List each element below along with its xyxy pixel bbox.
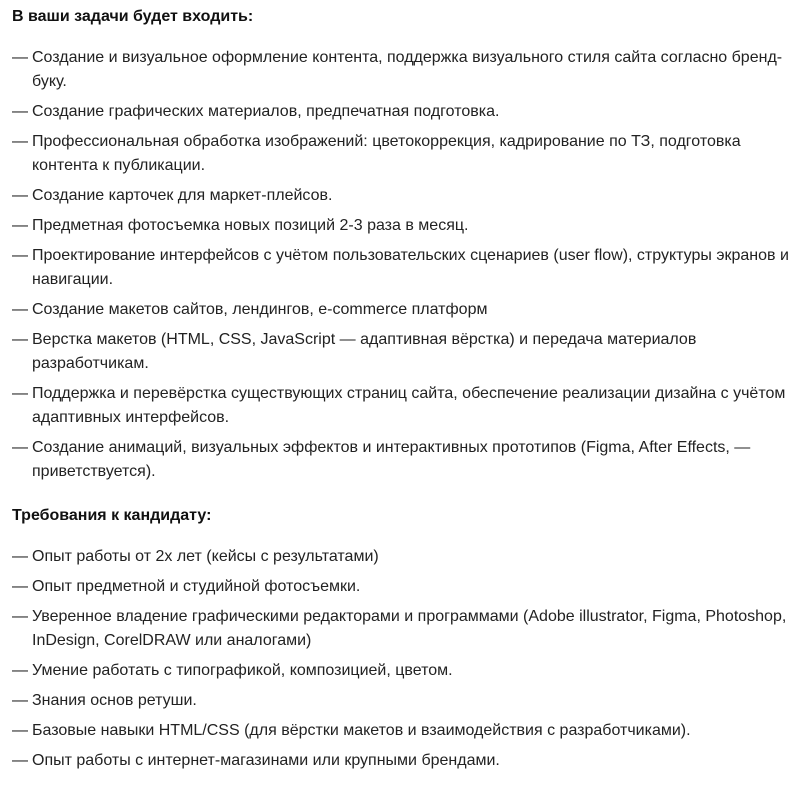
dash-bullet: — — [12, 247, 28, 264]
dash-bullet: — — [12, 752, 28, 769]
list-item — [12, 749, 789, 773]
list-item — [12, 100, 789, 124]
tasks-list — [12, 46, 789, 484]
list-item — [12, 298, 789, 322]
dash-bullet: — — [12, 331, 28, 348]
dash-bullet: — — [12, 578, 28, 595]
list-item — [12, 130, 789, 178]
list-item — [12, 689, 789, 713]
dash-bullet: — — [12, 103, 28, 120]
list-item — [12, 184, 789, 208]
list-item — [12, 328, 789, 376]
list-item-text: Предметная фотосъемка новых позиций 2-3 раза в месяц. — [32, 217, 469, 234]
requirements-list — [12, 545, 789, 773]
list-item-text: Создание и визуальное оформление контента, поддержка визуального стиля сайта согласно бренд-буку. — [32, 49, 783, 90]
list-item — [12, 382, 789, 430]
list-item-text: Поддержка и перевёрстка существующих страниц сайта, обеспечение реализации дизайна с учётом адаптивных интерфейсов. — [32, 385, 786, 426]
list-item — [12, 575, 789, 599]
dash-bullet: — — [12, 187, 28, 204]
dash-bullet: — — [12, 301, 28, 318]
list-item-text: Уверенное владение графическими редакторами и программами (Adobe illustrator, Figma, Photoshop, InDesign, CorelDRAW или аналогами) — [32, 608, 787, 649]
list-item-text: Верстка макетов (HTML, CSS, JavaScript — адаптивная вёрстка) и передача материалов разработчикам. — [32, 331, 697, 372]
list-item-text: Опыт работы с интернет-магазинами или крупными брендами. — [32, 752, 500, 769]
list-item — [12, 214, 789, 238]
list-item — [12, 605, 789, 653]
list-item — [12, 244, 789, 292]
dash-bullet: — — [12, 133, 28, 150]
list-item-text: Создание карточек для маркет-плейсов. — [32, 187, 333, 204]
list-item — [12, 545, 789, 569]
list-item-text: Создание макетов сайтов, лендингов, e-commerce платформ — [32, 301, 488, 318]
dash-bullet: — — [12, 722, 28, 739]
list-item-text: Знания основ ретуши. — [32, 692, 197, 709]
list-item — [12, 719, 789, 743]
dash-bullet: — — [12, 217, 28, 234]
dash-bullet: — — [12, 49, 28, 66]
dash-bullet: — — [12, 385, 28, 402]
dash-bullet: — — [12, 439, 28, 456]
list-item-text: Опыт предметной и студийной фотосъемки. — [32, 578, 361, 595]
dash-bullet: — — [12, 662, 28, 679]
dash-bullet: — — [12, 692, 28, 709]
list-item — [12, 436, 789, 484]
list-item — [12, 46, 789, 94]
list-item-text: Профессиональная обработка изображений: цветокоррекция, кадрирование по ТЗ, подготовка контента к публикации. — [32, 133, 741, 174]
dash-bullet: — — [12, 608, 28, 625]
list-item — [12, 659, 789, 683]
tasks-heading: В ваши задачи будет входить: — [12, 8, 254, 25]
list-item-text: Базовые навыки HTML/CSS (для вёрстки макетов и взаимодействия с разработчиками). — [32, 722, 691, 739]
list-item-text: Создание графических материалов, предпечатная подготовка. — [32, 103, 500, 120]
requirements-heading: Требования к кандидату: — [12, 507, 212, 524]
list-item-text: Умение работать с типографикой, композицией, цветом. — [32, 662, 453, 679]
list-item-text: Опыт работы от 2х лет (кейсы с результатами) — [32, 548, 379, 565]
dash-bullet: — — [12, 548, 28, 565]
list-item-text: Проектирование интерфейсов с учётом пользовательских сценариев (user flow), структуры экранов и навигации. — [32, 247, 789, 288]
list-item-text: Создание анимаций, визуальных эффектов и интерактивных прототипов (Figma, After Effects, — приветствуется). — [32, 439, 751, 480]
